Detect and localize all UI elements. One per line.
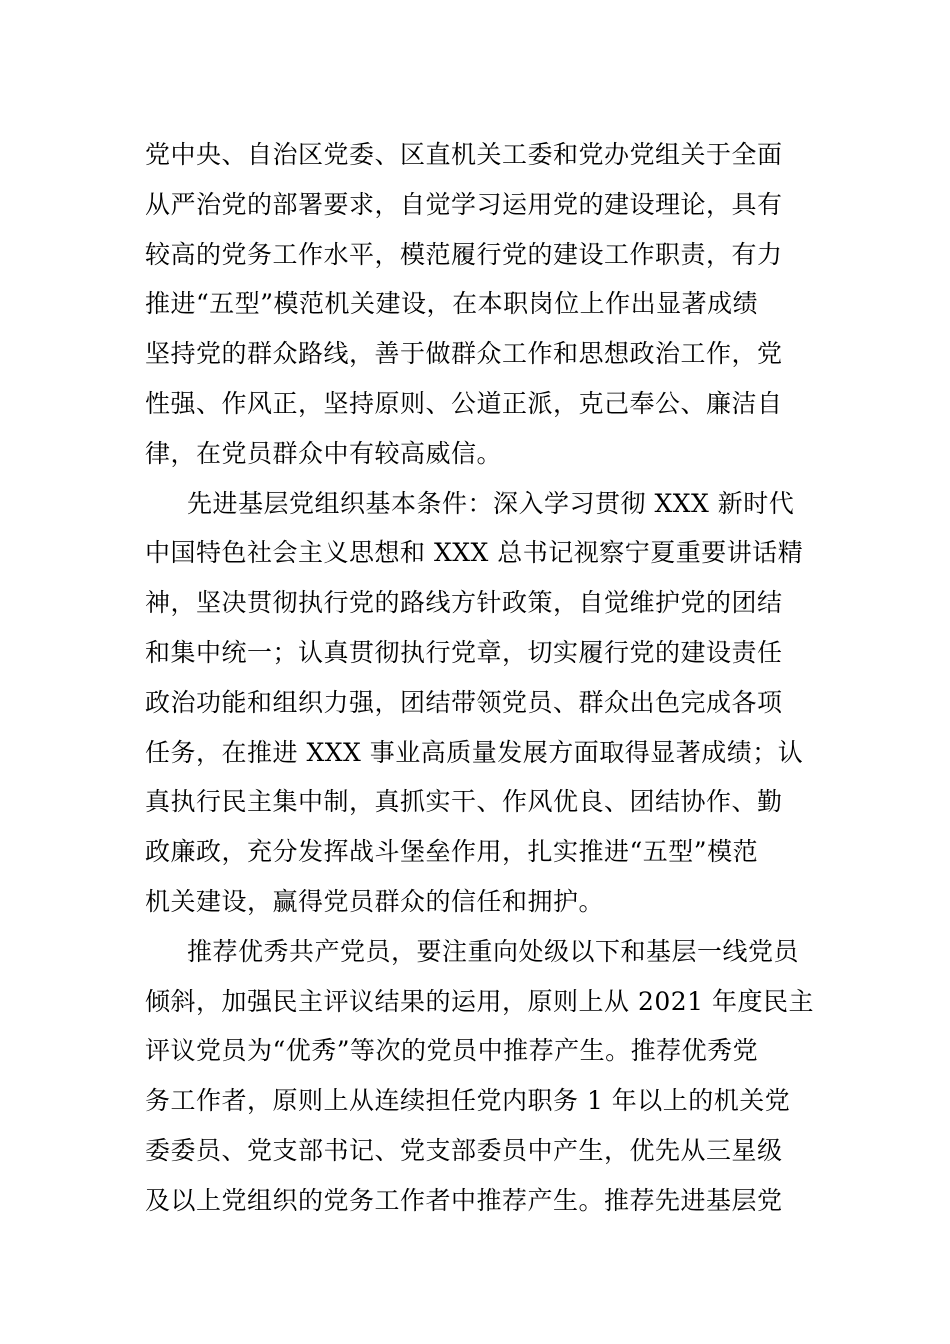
text-line: 推荐优秀共产党员，要注重向处级以下和基层一线党员 (187, 936, 800, 966)
text-line: 务工作者，原则上从连续担任党内职务 1 年以上的机关党 (145, 1086, 791, 1116)
text-line: 真执行民主集中制，真抓实干、作风优良、团结协作、勤 (145, 787, 783, 817)
paragraph-1-continuation (145, 130, 807, 479)
text-line: 推进“五型”模范机关建设，在本职岗位上作出显著成绩 (145, 289, 759, 319)
paragraph-2-basic-conditions (145, 479, 807, 927)
text-line: 从严治党的部署要求，自觉学习运用党的建设理论，具有 (145, 189, 783, 219)
text-line: 坚持党的群众路线，善于做群众工作和思想政治工作，党 (145, 339, 783, 369)
paragraph-3-recommendation (145, 927, 815, 1226)
text-line: 神，坚决贯彻执行党的路线方针政策，自觉维护党的团结 (145, 588, 783, 618)
text-line: 机关建设，赢得党员群众的信任和拥护。 (145, 886, 605, 916)
document-body (145, 130, 815, 1226)
text-line: 委委员、党支部书记、党支部委员中产生，优先从三星级 (145, 1135, 783, 1165)
text-line: 中国特色社会主义思想和 XXX 总书记视察宁夏重要讲话精 (145, 538, 804, 568)
text-line: 倾斜，加强民主评议结果的运用，原则上从 2021 年度民主 (145, 986, 815, 1016)
text-line: 政廉政，充分发挥战斗堡垒作用，扎实推进“五型”模范 (145, 837, 759, 867)
text-line: 党中央、自治区党委、区直机关工委和党办党组关于全面 (145, 140, 783, 169)
text-line: 律，在党员群众中有较高威信。 (145, 438, 503, 468)
text-line: 较高的党务工作水平，模范履行党的建设工作职责，有力 (145, 239, 783, 269)
text-line: 评议党员为“优秀”等次的党员中推荐产生。推荐优秀党 (145, 1036, 759, 1066)
text-line: 任务，在推进 XXX 事业高质量发展方面取得显著成绩；认 (145, 737, 804, 767)
text-line: 性强、作风正，坚持原则、公道正派，克己奉公、廉洁自 (145, 388, 783, 418)
text-line: 和集中统一；认真贯彻执行党章，切实履行党的建设责任 (145, 637, 783, 667)
text-line: 先进基层党组织基本条件：深入学习贯彻 XXX 新时代 (187, 488, 795, 518)
text-line: 及以上党组织的党务工作者中推荐产生。推荐先进基层党 (145, 1185, 783, 1215)
text-line: 政治功能和组织力强，团结带领党员、群众出色完成各项 (145, 687, 783, 717)
